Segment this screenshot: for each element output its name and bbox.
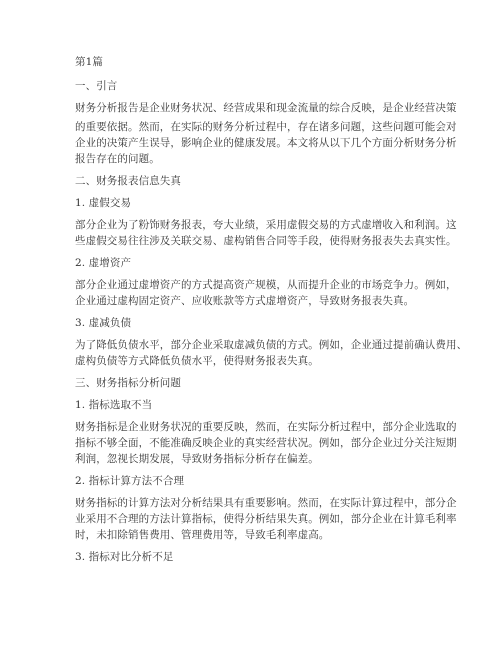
paragraph-line: 利润，忽视长期发展，导致财务指标分析存在偏差。 [75, 453, 319, 465]
part-label: 第1篇 [75, 56, 103, 68]
item-title-fake-transactions: 1. 虚假交易 [75, 197, 132, 209]
paragraph-line: 指标不够全面，不能准确反映企业的真实经营状况。例如，部分企业过分关注短期 [75, 437, 457, 449]
item-title-calculation-method: 2. 指标计算方法不合理 [75, 475, 185, 487]
paragraph-line: 部分企业通过虚增资产的方式提高资产规模，从而提升企业的市场竞争力。例如， [75, 279, 457, 291]
paragraph-line: 业采用不合理的方法计算指标，使得分析结果失真。例如，部分企业在计算毛利率 [75, 513, 457, 525]
item-title-indicator-selection: 1. 指标选取不当 [75, 399, 153, 411]
item-title-inflated-assets: 2. 虚增资产 [75, 257, 132, 269]
paragraph-line: 时，未扣除销售费用、管理费用等，导致毛利率虚高。 [75, 529, 330, 541]
section-heading-statements: 二、财务报表信息失真 [75, 175, 181, 187]
paragraph-line: 部分企业为了粉饰财务报表，夸大业绩，采用虚假交易的方式虚增收入和利润。这 [75, 219, 457, 231]
intro-paragraph-line: 企业的决策产生误导，影响企业的健康发展。本文将从以下几个方面分析财务分析 [75, 137, 457, 149]
section-heading-indicators: 三、财务指标分析问题 [75, 377, 181, 389]
intro-paragraph-line: 财务分析报告是企业财务状况、经营成果和现金流量的综合反映，是企业经营决策 [75, 102, 457, 114]
paragraph-line: 为了降低负债水平，部分企业采取虚减负债的方式。例如，企业通过提前确认费用、 [75, 339, 468, 351]
intro-paragraph-line: 报告存在的问题。 [75, 153, 160, 165]
section-heading-intro: 一、引言 [75, 80, 118, 92]
paragraph-line: 财务指标的计算方法对分析结果具有重要影响。然而，在实际计算过程中，部分企 [75, 497, 457, 509]
intro-paragraph-line: 的重要依据。然而，在实际的财务分析过程中，存在诸多问题，这些问题可能会对 [75, 121, 457, 133]
paragraph-line: 些虚假交易往往涉及关联交易、虚构销售合同等手段，使得财务报表失去真实性。 [75, 235, 457, 247]
item-title-understated-liabilities: 3. 虚减负债 [75, 317, 132, 329]
paragraph-line: 虚构负债等方式降低负债水平，使得财务报表失真。 [75, 355, 319, 367]
paragraph-line: 企业通过虚构固定资产、应收账款等方式虚增资产，导致财务报表失真。 [75, 295, 415, 307]
item-title-comparative-analysis: 3. 指标对比分析不足 [75, 551, 174, 563]
paragraph-line: 财务指标是企业财务状况的重要反映，然而，在实际分析过程中，部分企业选取的 [75, 421, 457, 433]
